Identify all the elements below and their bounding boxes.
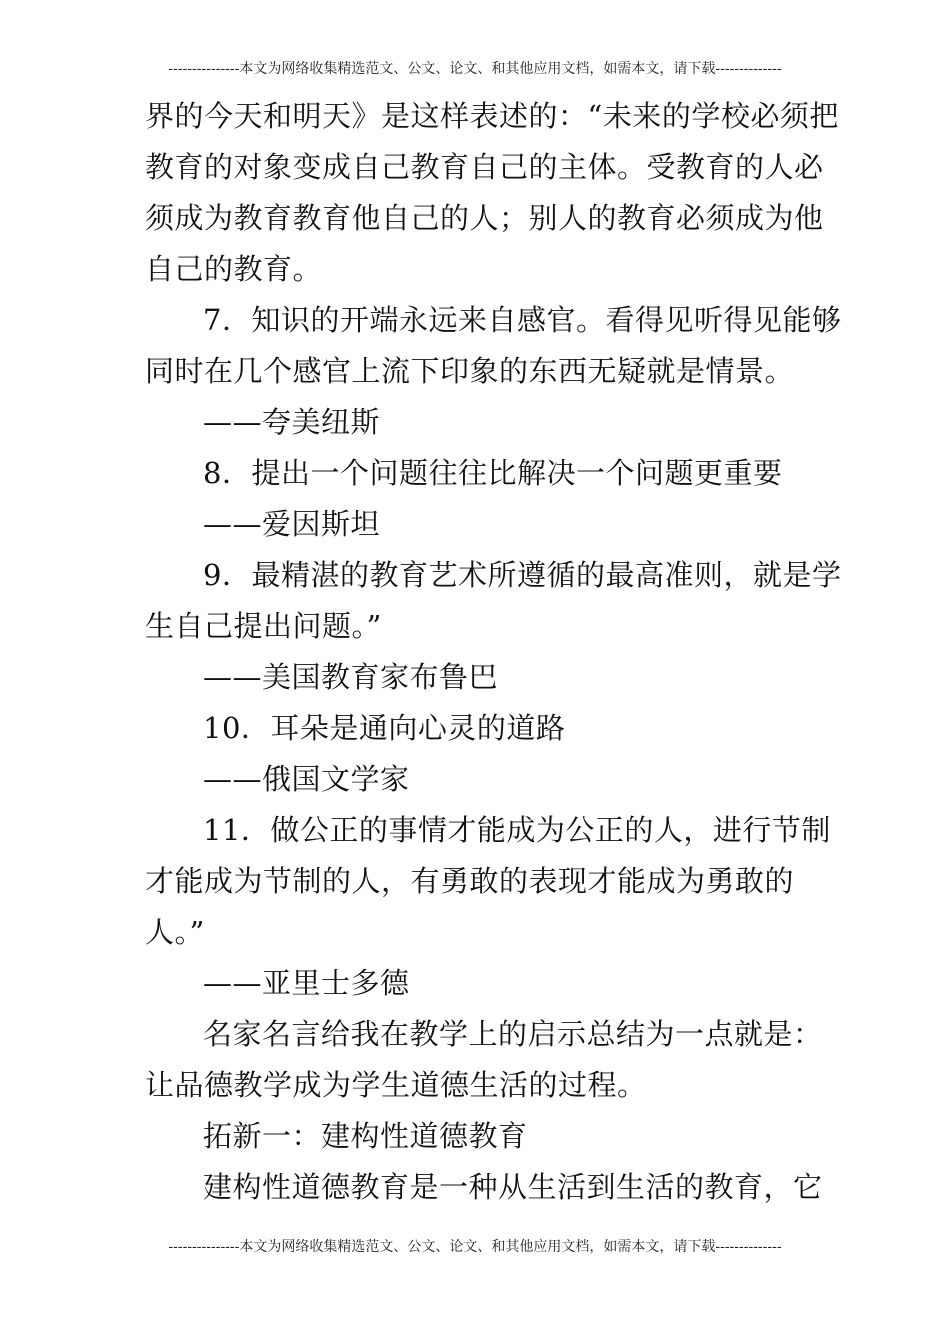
text-line: 界的今天和明天》是这样表述的：“未来的学校必须把	[145, 99, 839, 133]
text-line: 须成为教育教育他自己的人；别人的教育必须成为他	[145, 201, 824, 235]
quote-11: 11．做公正的事情才能成为公正的人，进行节制	[203, 813, 831, 847]
section-paragraph: 建构性道德教育是一种从生活到生活的教育，它	[203, 1170, 823, 1204]
page-footer: ---------------本文为网络收集精选范文、公文、论文、和其他应用文档，如需本文，请下载--------------	[168, 1239, 782, 1255]
quote-10: 10．耳朵是通向心灵的道路	[203, 711, 566, 745]
text-line: 自己的教育。	[145, 252, 323, 286]
text-line: 同时在几个感官上流下印象的东西无疑就是情景。	[145, 354, 795, 388]
quote-9: 9．最精湛的教育艺术所遵循的最高准则，就是学	[203, 558, 842, 592]
summary-paragraph: 名家名言给我在教学上的启示总结为一点就是：	[203, 1017, 823, 1051]
document-body	[145, 91, 842, 1213]
quote-7: 7．知识的开端永远来自感官。看得见听得见能够	[203, 303, 842, 337]
text-line: 才能成为节制的人，有勇敢的表现才能成为勇敢的	[145, 864, 795, 898]
text-line: 生自己提出问题。”	[145, 609, 382, 643]
section-heading: 拓新一：建构性道德教育	[203, 1119, 528, 1153]
quote-attribution: ——夸美纽斯	[203, 405, 381, 439]
text-line: 让品德教学成为学生道德生活的过程。	[145, 1068, 647, 1102]
quote-attribution: ——爱因斯坦	[203, 507, 381, 541]
quote-attribution: ——美国教育家布鲁巴	[203, 660, 499, 694]
quote-8: 8．提出一个问题往往比解决一个问题更重要	[203, 456, 783, 490]
text-line: 教育的对象变成自己教育自己的主体。受教育的人必	[145, 150, 824, 184]
quote-attribution: ——俄国文学家	[203, 762, 410, 796]
page-header: ---------------本文为网络收集精选范文、公文、论文、和其他应用文档，如需本文，请下载--------------	[168, 61, 782, 77]
text-line: 人。”	[145, 915, 205, 949]
quote-attribution: ——亚里士多德	[203, 966, 410, 1000]
